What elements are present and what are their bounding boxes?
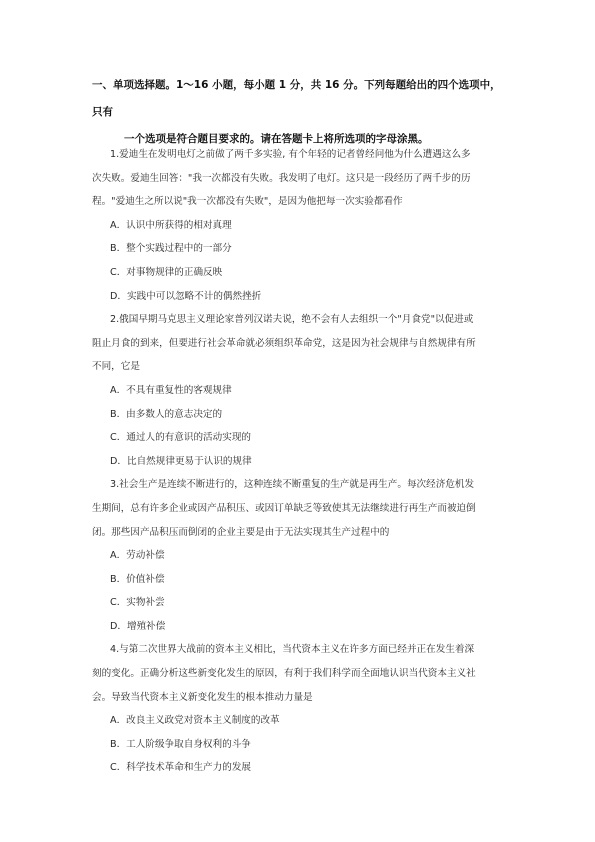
section-header-line-1: 一、单项选择题。1～16 小题，每小题 1 分，共 16 分。下列每题给出的四个选项中，只有 <box>92 79 501 118</box>
question-1-option-a: A．认识中所获得的相对真理 <box>110 219 232 231</box>
question-1 <box>92 143 510 308</box>
question-1-option-c: C．对事物规律的正确反映 <box>110 266 223 278</box>
question-3-option-c: C．实物补尝 <box>110 597 165 609</box>
question-1-stem-line-1: 1.爱迪生在发明电灯之前做了两千多实验, 有个年轻的记者曾经问他为什么遭遇这么多 <box>110 149 471 160</box>
question-2-option-d: D．比自然规律更易于认识的规律 <box>110 455 252 467</box>
question-2-option-b: B．由多数人的意志决定的 <box>110 408 223 420</box>
question-3-stem-line-3: 闭。那些因产品积压而倒闭的企业主要是由于无法实现其生产过程中的 <box>92 526 390 538</box>
question-3-stem-line-1: 3.社会生产是连续不断进行的，这种连续不断重复的生产就是再生产。每次经济危机发 <box>110 479 475 491</box>
section-header <box>92 72 510 153</box>
section-header-line-2: 一个选项是符合题目要求的。请在答题卡上将所选项的字母涂黑。 <box>124 133 429 145</box>
question-2-option-a: A．不具有重复性的客观规律 <box>110 384 232 396</box>
question-1-stem-line-2: 次失败。爱迪生回答："我一次都没有失败。我发明了电灯。这只是一段经历了两千步的历 <box>92 172 471 184</box>
question-4-stem-line-2: 刻的变化。正确分析这些新变化发生的原因，有利于我们科学而全面地认识当代资本主义社 <box>92 668 476 680</box>
question-4-stem-line-1: 4.与第二次世界大战前的资本主义相比，当代资本主义在许多方面已经并正在发生着深 <box>110 644 475 656</box>
question-1-option-b: B．整个实践过程中的一部分 <box>110 243 232 255</box>
question-2 <box>92 308 510 473</box>
question-3-option-b: B．价值补偿 <box>110 573 165 585</box>
question-4-option-c: C．科学技术革命和生产力的发展 <box>110 762 252 774</box>
question-2-stem-line-1: 2.俄国早期马克思主义理论家普列汉诺夫说，绝不会有人去组织一个"月食党"以促进或 <box>110 314 474 326</box>
question-4-stem-line-3: 会。导致当代资本主义新变化发生的根本推动力量是 <box>92 691 313 703</box>
questions-list <box>92 143 510 780</box>
question-3-stem-line-2: 生期间，总有许多企业或因产品积压、或因订单缺乏等致使其无法继续进行再生产而被迫倒 <box>92 502 476 514</box>
question-3 <box>92 473 510 638</box>
question-4-option-a: A．改良主义政党对资本主义制度的改革 <box>110 715 280 727</box>
question-2-stem-line-3: 不同，它是 <box>92 361 140 373</box>
question-3-option-d: D．增殖补偿 <box>110 620 166 632</box>
question-3-option-a: A．劳动补偿 <box>110 550 165 562</box>
question-1-option-d: D．实践中可以忽略不计的偶然挫折 <box>110 290 262 302</box>
question-4 <box>92 638 510 780</box>
question-2-stem-line-2: 阻止月食的到来，但要进行社会革命就必须组织革命党，这是因为社会规律与自然规律有所 <box>92 337 476 349</box>
question-2-option-c: C．通过人的有意识的活动实现的 <box>110 432 252 444</box>
question-1-stem-line-3: 程。"爱迪生之所以说"我一次都没有失败"，是因为他把每一次实验都看作 <box>92 196 403 208</box>
question-4-option-b: B．工人阶级争取自身权利的斗争 <box>110 738 251 750</box>
